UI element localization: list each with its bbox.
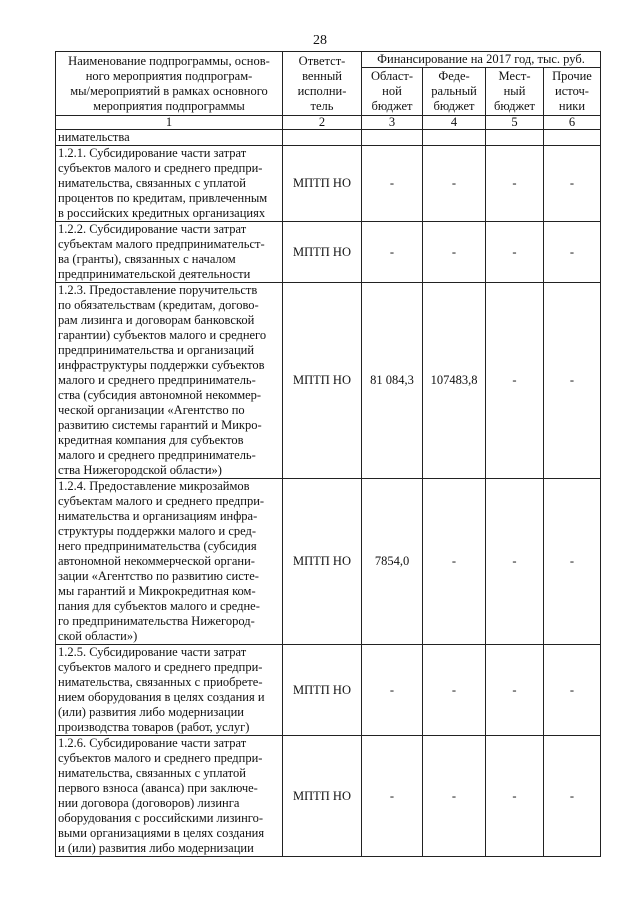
header-line: ной — [382, 84, 402, 98]
description-line: 1.2.6. Субсидирование части затрат — [58, 736, 247, 750]
header-line: Ответст- — [298, 53, 346, 68]
federal-budget-cell: - — [423, 222, 486, 283]
description-line: 1.2.1. Субсидирование части затрат — [58, 146, 247, 160]
description-line: субъектам малого предпринимательст- — [58, 237, 265, 251]
header-line: источ- — [555, 84, 589, 98]
responsible-cell — [283, 130, 362, 146]
description-line: инфраструктуры поддержки субъектов — [58, 358, 265, 372]
description-line: выми организациями в целях создания — [58, 826, 265, 840]
federal-budget-cell: - — [423, 736, 486, 857]
description-line: пания для субъектов малого и средне- — [58, 599, 260, 613]
description-line: структуры поддержки малого и сред- — [58, 524, 257, 538]
header-name-cell — [56, 52, 283, 116]
header-federal-budget — [423, 68, 486, 116]
header-line: ного мероприятия подпрограм- — [85, 68, 253, 83]
column-number: 3 — [362, 116, 423, 130]
header-line: ный — [503, 84, 526, 98]
description-line: и (или) развития либо модернизации — [58, 841, 254, 855]
description-line: малого и среднего предприниматель- — [58, 373, 256, 387]
description-line: мы гарантий и Микрокредитная ком- — [58, 584, 256, 598]
page-number: 28 — [313, 33, 327, 48]
regional-budget-cell: - — [362, 645, 423, 736]
description-line: оборудования с российскими лизинго- — [58, 811, 264, 825]
description-line: него предпринимательства (субсидия — [58, 539, 257, 553]
header-regional-budget — [362, 68, 423, 116]
financing-table — [55, 51, 601, 857]
column-number: 4 — [423, 116, 486, 130]
description-line: субъектам малого и среднего предпри- — [58, 494, 265, 508]
description-line: кредитная компания для субъектов — [58, 433, 244, 447]
measure-description — [56, 736, 283, 857]
column-number: 6 — [544, 116, 601, 130]
responsible-cell: МПТП НО — [283, 146, 362, 222]
measure-description — [56, 645, 283, 736]
measure-description — [56, 146, 283, 222]
measure-description — [56, 222, 283, 283]
description-line: нии договора (договоров) лизинга — [58, 796, 240, 810]
regional-budget-cell: - — [362, 146, 423, 222]
header-line: Феде- — [438, 69, 470, 83]
federal-budget-cell: - — [423, 479, 486, 645]
other-sources-cell: - — [544, 222, 601, 283]
responsible-cell: МПТП НО — [283, 645, 362, 736]
local-budget-cell: - — [486, 222, 544, 283]
description-line: по обязательствам (кредитам, догово- — [58, 298, 259, 312]
header-line: венный — [302, 68, 342, 83]
description-line: субъектов малого и среднего предпри- — [58, 161, 263, 175]
header-local-budget — [486, 68, 544, 116]
other-sources-cell: - — [544, 283, 601, 479]
local-budget-cell: - — [486, 146, 544, 222]
header-line: Прочие — [552, 69, 592, 83]
description-line: гарантии) субъектов малого и среднего — [58, 328, 267, 342]
column-number-row — [56, 116, 601, 130]
table-row — [56, 479, 601, 645]
description-line: 1.2.4. Предоставление микрозаймов — [58, 479, 250, 493]
description-line: субъектов малого и среднего предпри- — [58, 660, 263, 674]
description-line: малого и среднего предприниматель- — [58, 448, 256, 462]
header-other-sources — [544, 68, 601, 116]
description-line: процентов по кредитам, привлеченным — [58, 191, 268, 205]
description-line: го предпринимательства Нижегород- — [58, 614, 255, 628]
local-budget-cell: - — [486, 645, 544, 736]
description-line: субъектов малого и среднего предпри- — [58, 751, 263, 765]
measure-description — [56, 130, 283, 146]
description-line: развитию системы гарантий и Микро- — [58, 418, 262, 432]
column-number: 5 — [486, 116, 544, 130]
header-line: исполни- — [297, 83, 347, 98]
description-line: нимательства, связанных с уплатой — [58, 766, 246, 780]
description-line: 1.2.2. Субсидирование части затрат — [58, 222, 247, 236]
column-number: 2 — [283, 116, 362, 130]
header-line: ники — [558, 99, 586, 113]
regional-budget-cell: - — [362, 736, 423, 857]
federal-budget-cell: - — [423, 645, 486, 736]
other-sources-cell: - — [544, 146, 601, 222]
description-line: рам лизинга и договорам банковской — [58, 313, 255, 327]
header-line: ральный — [431, 84, 477, 98]
regional-budget-cell — [362, 130, 423, 146]
description-line: автономной некоммерческой органи- — [58, 554, 255, 568]
other-sources-cell: - — [544, 479, 601, 645]
description-line: нимательства — [58, 130, 130, 144]
description-line: нимательства, связанных с уплатой — [58, 176, 246, 190]
federal-budget-cell: - — [423, 146, 486, 222]
table-row — [56, 645, 601, 736]
federal-budget-cell — [423, 130, 486, 146]
header-line: мы/мероприятий в рамках основного — [70, 83, 268, 98]
description-line: ской области») — [58, 629, 138, 643]
header-line: мероприятия подпрограммы — [93, 98, 245, 113]
description-line: предпринимательства и организаций — [58, 343, 255, 357]
header-line: тель — [310, 98, 334, 113]
description-line: нимательства, связанных с приобрете- — [58, 675, 263, 689]
table-row — [56, 130, 601, 146]
description-line: ческой организации «Агентство по — [58, 403, 245, 417]
description-line: в российских кредитных организациях — [58, 206, 266, 220]
table-row — [56, 736, 601, 857]
header-line: Област- — [370, 69, 414, 83]
column-number: 1 — [56, 116, 283, 130]
regional-budget-cell: 7854,0 — [362, 479, 423, 645]
header-line: бюджет — [371, 99, 413, 113]
description-line: (или) развития либо модернизации — [58, 705, 244, 719]
local-budget-cell: - — [486, 736, 544, 857]
other-sources-cell — [544, 130, 601, 146]
description-line: ва (гранты), связанных с началом — [58, 252, 236, 266]
regional-budget-cell: - — [362, 222, 423, 283]
local-budget-cell: - — [486, 283, 544, 479]
other-sources-cell: - — [544, 736, 601, 857]
description-line: ства (субсидия автономной некоммер- — [58, 388, 262, 402]
table-row — [56, 146, 601, 222]
responsible-cell: МПТП НО — [283, 283, 362, 479]
responsible-cell: МПТП НО — [283, 222, 362, 283]
local-budget-cell: - — [486, 479, 544, 645]
measure-description — [56, 283, 283, 479]
description-line: нием оборудования в целях создания и — [58, 690, 265, 704]
description-line: 1.2.3. Предоставление поручительств — [58, 283, 258, 297]
local-budget-cell — [486, 130, 544, 146]
responsible-cell: МПТП НО — [283, 736, 362, 857]
description-line: 1.2.5. Субсидирование части затрат — [58, 645, 247, 659]
header-responsible-cell — [283, 52, 362, 116]
other-sources-cell: - — [544, 645, 601, 736]
header-line: бюджет — [433, 99, 475, 113]
description-line: производства товаров (работ, услуг) — [58, 720, 250, 734]
responsible-cell: МПТП НО — [283, 479, 362, 645]
header-line: Наименование подпрограммы, основ- — [68, 53, 270, 68]
measure-description — [56, 479, 283, 645]
federal-budget-cell: 107483,8 — [423, 283, 486, 479]
header-line: Мест- — [498, 69, 531, 83]
description-line: первого взноса (аванса) при заключе- — [58, 781, 258, 795]
description-line: нимательства и организациям инфра- — [58, 509, 258, 523]
table-row — [56, 283, 601, 479]
header-line: бюджет — [494, 99, 535, 113]
description-line: предпринимательской деятельности — [58, 267, 251, 281]
description-line: ства Нижегородской области») — [58, 463, 222, 477]
regional-budget-cell: 81 084,3 — [362, 283, 423, 479]
header-financing: Финансирование на 2017 год, тыс. руб. — [362, 52, 601, 68]
table-row — [56, 222, 601, 283]
description-line: зации «Агентство по развитию систе- — [58, 569, 259, 583]
